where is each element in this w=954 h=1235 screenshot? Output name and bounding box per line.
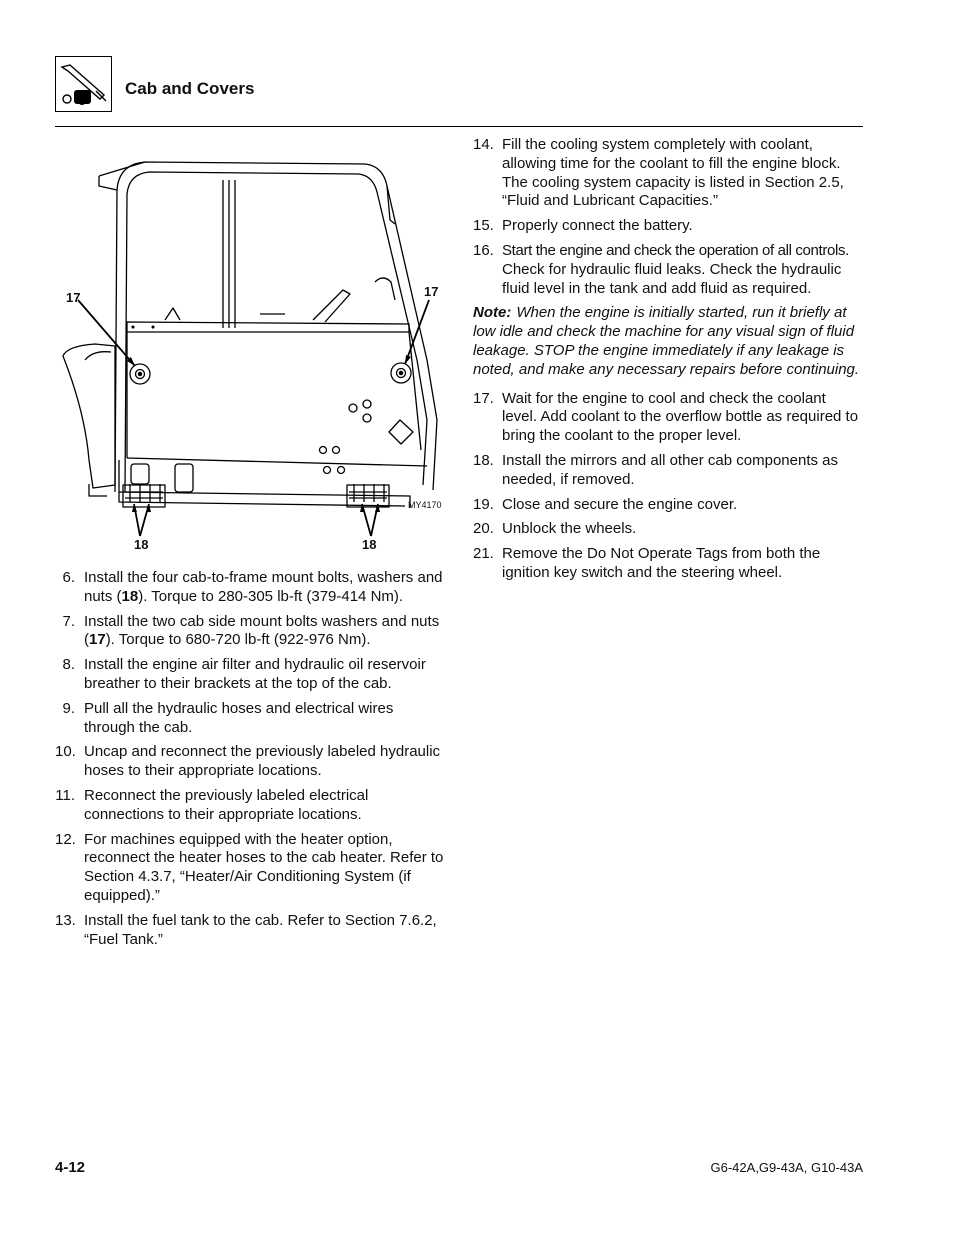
step-text: Close and secure the engine cover. [502,495,738,513]
step-number: 21. [473,545,494,563]
callout-18-right: 18 [362,537,377,552]
step-number: 6. [62,569,75,586]
step-number: 17. [473,389,494,407]
step-text: Unblock the wheels. [502,520,637,538]
step-text: Install the engine air filter and hydraulic oil reservoir breather to their brackets at the top of the cab. [84,656,426,692]
step-number: 10. [55,743,76,761]
step-number: 18. [473,451,494,469]
step-number: 12. [55,830,76,848]
header-rule [55,126,863,127]
cab-mounting-figure [55,150,450,560]
step-number: 8. [62,656,75,674]
step-21 [473,545,863,583]
step-7 [55,613,447,651]
note-label: Note: [473,304,512,322]
step-text: Install the four cab-to-frame mount bolts, washers and nuts ( [84,569,443,605]
step-text: Start the engine and check the operation of all controls. [502,241,849,259]
step-18 [473,452,863,490]
step-text: Reconnect the previously labeled electrical connections to their appropriate locations. [84,786,369,823]
step-number: 14. [473,136,494,153]
step-10 [55,743,447,781]
step-text: ). Torque to 680-720 lb-ft (922-976 Nm). [105,631,371,649]
step-19 [473,496,863,515]
callout-17-right: 17 [424,284,439,299]
step-number: 11. [55,786,75,804]
step-text: For machines equipped with the heater option, reconnect the heater hoses to the cab heater. Refer to Section 4.3.7, “Heater/Air Conditioning System (if equipped).” [84,830,444,904]
step-15 [473,217,863,236]
step-20 [473,520,863,539]
callout-18-left: 18 [134,537,149,552]
step-text: Fill the cooling system completely with coolant, allowing time for the coolant to fill the engine block. The cooling system capacity is listed in Section 2.5, “Fluid and Lubricant Capacities.” [502,136,844,210]
step-text: Uncap and reconnect the previously labeled hydraulic hoses to their appropriate locations. [84,743,441,780]
step-text: Install the fuel tank to the cab. Refer to Section 7.6.2, “Fuel Tank.” [84,911,437,948]
step-text: Remove the Do Not Operate Tags from both the ignition key switch and the steering wheel. [502,545,821,581]
note-text: When the engine is initially started, run it briefly at low idle and check the machine for any visual sign of fluid leakage. STOP the engine immediately if any leakage is noted, and make any necessary repairs before continuing. [473,304,860,378]
telehandler-icon [56,57,111,111]
step-text: Check for hydraulic fluid leaks. Check the hydraulic fluid level in the tank and add fluid as required. [502,260,842,297]
model-numbers: G6-42A,G9-43A, G10-43A [710,1160,863,1175]
step-text: Pull all the hydraulic hoses and electrical wires through the cab. [84,699,394,736]
step-number: 13. [55,911,76,929]
section-title: Cab and Covers [125,79,255,98]
callout-ref: 17 [89,631,106,649]
step-16 [473,242,863,298]
step-number: 19. [473,495,494,513]
step-12 [55,831,447,906]
step-6 [55,569,447,607]
step-text: Wait for the engine to cool and check the coolant level. Add coolant to the overflow bottle as required to bring the coolant to the proper level. [502,389,859,445]
step-number: 9. [62,699,75,717]
cab-illustration [55,150,450,560]
step-text: Install the two cab side mount bolts washers and nuts ( [84,612,440,649]
telehandler-logo [55,56,112,112]
step-number: 20. [473,520,494,538]
step-14 [473,136,863,211]
step-11 [55,787,447,825]
right-column [473,136,863,589]
step-text: ). Torque to 280-305 lb-ft (379-414 Nm). [138,587,404,605]
callout-ref: 18 [121,587,139,605]
callout-17-left: 17 [66,290,81,305]
step-9 [55,700,447,738]
page-number: 4-12 [55,1159,86,1176]
left-column [55,569,447,955]
step-text: Install the mirrors and all other cab components as needed, if removed. [502,451,838,488]
step-17 [473,390,863,446]
step-text: Properly connect the battery. [502,217,693,235]
step-8 [55,656,447,694]
step-number: 7. [62,612,75,630]
step-number: 16. [473,241,494,259]
note [473,304,863,379]
step-13 [55,912,447,950]
step-number: 15. [473,217,494,235]
figure-id: MY4170 [408,500,442,510]
